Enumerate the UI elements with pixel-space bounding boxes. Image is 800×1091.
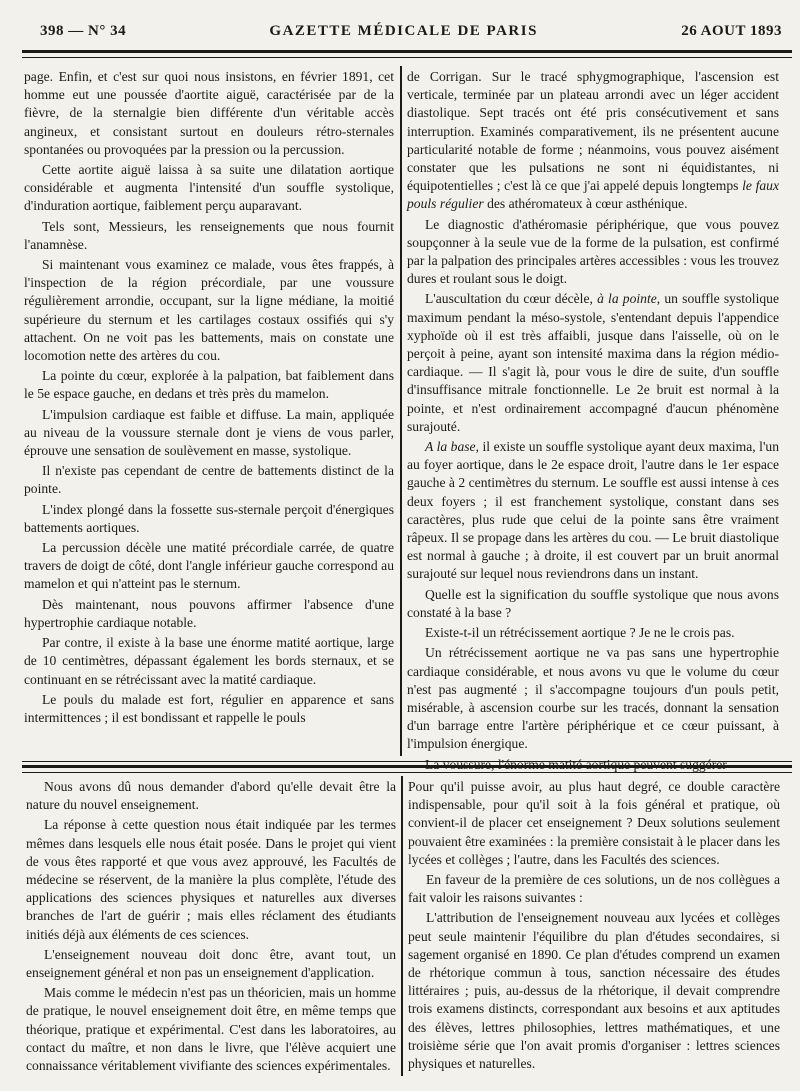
issue-date: 26 AOUT 1893 — [681, 22, 782, 39]
feuilleton-column-left — [26, 778, 396, 1077]
paragraph: L'enseignement nouveau doit donc être, avant tout, un enseignement général et non pas un enseignement d'application. — [26, 946, 396, 981]
paragraph: Il n'existe pas cependant de centre de battements distinct de la pointe. — [24, 463, 394, 497]
paragraph: Nous avons dû nous demander d'abord qu'elle devait être la nature du nouvel enseignement. — [26, 779, 396, 813]
feuilleton-column-right — [408, 778, 780, 1075]
section-rule — [22, 765, 792, 768]
page-number: 398 — N° 34 — [40, 22, 127, 39]
paragraph: La percussion décèle une matité précordiale carrée, de quatre travers de doigt de côté, dont l'angle inférieur gauche correspond au mamelon et qui n'atteint pas le sternum. — [24, 540, 394, 592]
paragraph: Dès maintenant, nous pouvons affirmer l'absence d'une hypertrophie cardiaque notable. — [24, 596, 394, 630]
article-column-right — [407, 68, 779, 776]
paragraph: Pour qu'il puisse avoir, au plus haut degré, ce double caractère indispensable, pour qu'il soit à la fois général et pratique, où convient-il de placer cet enseignement ? Deux solutions seulement pouvaient être examinées : la première consistait à le placer dans les lycées et collèges ; l'autre, dans les Facultés des sciences. — [408, 779, 780, 867]
paragraph: En faveur de la première de ces solutions, un de nos collègues a fait valoir les raisons suivantes : — [408, 872, 780, 906]
paragraph: de Corrigan. Sur le tracé sphygmographique, l'ascension est verticale, terminée par un plateau arrondi avec un léger accident diastolique. Sept tracés ont été pris consécutivement et sans interruption. Examinés comparativement, ils ne présentent aucune particularité notable de forme ; néanmoins, vous pouvez aisément constater que les pulsations ne sont ni équidistantes, ni équipotentielles ; c'est là ce que j'ai appelé depuis longtemps le faux pouls régulier des athéromateux à cœur asthénique. — [407, 69, 779, 212]
paragraph: Cette aortite aiguë laissa à sa suite une dilatation aortique considérable et augmenta l'intensité d'un souffle systolique, d'induration aortique, faiblement perçu auparavant. — [24, 162, 394, 214]
column-divider-upper — [400, 66, 402, 756]
paragraph: Tels sont, Messieurs, les renseignements que nous fournit l'anamnèse. — [24, 218, 394, 252]
header-rule-thin — [22, 57, 792, 58]
paragraph: Existe-t-il un rétrécissement aortique ? Je ne le crois pas. — [425, 625, 735, 641]
paragraph: Mais comme le médecin n'est pas un théoricien, mais un homme de pratique, le nouvel enseignement doit être, en même temps que théorique, pratique et expérimental. C'est dans les laboratoires, au contact du maître, et non dans le livre, que l'élève acquiert une connaissance véritablement vivifiante des sciences expérimentales. — [26, 985, 396, 1074]
paragraph: Un rétrécissement aortique ne va pas sans une hypertrophie cardiaque considérable, et nous avons vu que le volume du cœur n'est pas augmenté ; il s'accompagne toujours d'un pouls petit, misérable, à ascension courbe sur les tracés, donnant la sensation d'un barrage entre l'artère périphérique et ce cœur puissant, à l'impulsion énergique. — [407, 645, 779, 752]
paragraph: Si maintenant vous examinez ce malade, vous êtes frappés, à l'inspection de la région précordiale, par une voussure régulièrement arrondie, occupant, sur la ligne médiane, la moitié supérieure du sternum et les cartilages costaux ossifiés qui s'y attachent. On ne voit pas les battements, mais on constate une locomotion nette des artères du cou. — [24, 257, 394, 364]
paragraph: Le diagnostic d'athéromasie périphérique, que vous pouvez soupçonner à la seule vue de la forme de la pulsation, est confirmé par la palpation des principales artères accessibles : vous les trouvez dures et roulant sous le doigt. — [407, 216, 779, 287]
paragraph: La pointe du cœur, explorée à la palpation, bat faiblement dans le 5e espace gauche, en dedans et très près du mamelon. — [24, 368, 394, 402]
header-rule — [22, 50, 792, 53]
paragraph: page. Enfin, et c'est sur quoi nous insistons, en février 1891, cet homme eut une poussée d'aortite aiguë, caractérisée par de la fièvre, de la sternalgie bien différente d'un véritable accès angineux, et consistant surtout en douleurs rétro-sternales spontanées ou provoquées par la pression ou la percussion. — [24, 69, 394, 157]
paragraph: Le pouls du malade est fort, régulier en apparence et sans intermittences ; il est bondissant et rappelle le pouls — [24, 691, 394, 725]
paragraph: L'impulsion cardiaque est faible et diffuse. La main, appliquée au niveau de la voussure sternale dont je viens de vous parler, éprouve une sensation de soulèvement en masse, systolique. — [24, 406, 394, 459]
section-rule-top — [22, 761, 792, 762]
section-rule-bottom — [22, 772, 792, 773]
column-divider-lower — [401, 776, 403, 1076]
paragraph: L'auscultation du cœur décèle, à la pointe, un souffle systolique maximum pendant la méso-systole, s'entendant depuis l'appendice xyphoïde où il est très affaibli, jusque dans l'aisselle, où on le perçoit à peine, ayant son intensité maxima dans la région médio-cardiaque. — Il s'agit là, pour vous le dire de suite, d'un souffle d'insuffisance mitrale fonctionnelle. Le 2e bruit est normal à la pointe, et n'est ordinairement accompagné d'aucun phénomène surajouté. — [407, 291, 779, 434]
paragraph: L'attribution de l'enseignement nouveau aux lycées et collèges peut seule maintenir l'équilibre du plan d'études secondaires, si sagement organisé en 1890. Ce plan d'études comprend un examen de rhétorique commun à tous, sanction nécessaire des études littéraires ; puis, au-dessus de la rhétorique, il devait comprendre trois examens distincts, correspondant aux besoins et aux aptitudes des élèves, lettres philosophies, lettres mathématiques, et une troisième série que l'on avait promis d'organiser : lettres sciences physiques et naturelles. — [408, 910, 780, 1072]
paragraph: Quelle est la signification du souffle systolique que nous avons constaté à la base ? — [407, 586, 779, 620]
page-header — [40, 18, 782, 44]
paragraph: La réponse à cette question nous était indiquée par les termes mêmes dans lesquels elle nous était posée. Dans le projet qui vient de vous êtes rapporté et que vous avez approuvé, les Facultés de médecine se réservent, de la manière la plus complète, l'étude des applications des sciences physiques et naturelles aux diverses branches de l'art de guérir ; mais elles réclament des étudiants initiés déjà aux éléments de ces sciences. — [26, 817, 396, 942]
journal-title: GAZETTE MÉDICALE DE PARIS — [269, 22, 538, 39]
paragraph: L'index plongé dans la fossette sus-sternale perçoit d'énergiques battements aortiques. — [24, 501, 394, 535]
paragraph: A la base, il existe un souffle systolique ayant deux maxima, l'un au foyer aortique, dans le 2e espace droit, l'autre dans le 1er espace gauche à 2 centimètres du sternum. Le souffle est aussi intense à ces deux foyers ; il est franchement systolique, constant dans ses caractères, plus rude que celui de la pointe sans être vraiment râpeux. Il se propage dans les artères du cou. — Le bruit diastolique est normal à gauche ; à droite, il est couvert par un bruit anormal surajouté sur lequel nous reviendrons dans un instant. — [407, 439, 779, 582]
article-column-left — [24, 68, 394, 729]
paragraph: Par contre, il existe à la base une énorme matité aortique, large de 10 centimètres, dépassant également les bords sternaux, et se continuant en se rétrécissant avec la matité cardiaque. — [24, 635, 394, 687]
